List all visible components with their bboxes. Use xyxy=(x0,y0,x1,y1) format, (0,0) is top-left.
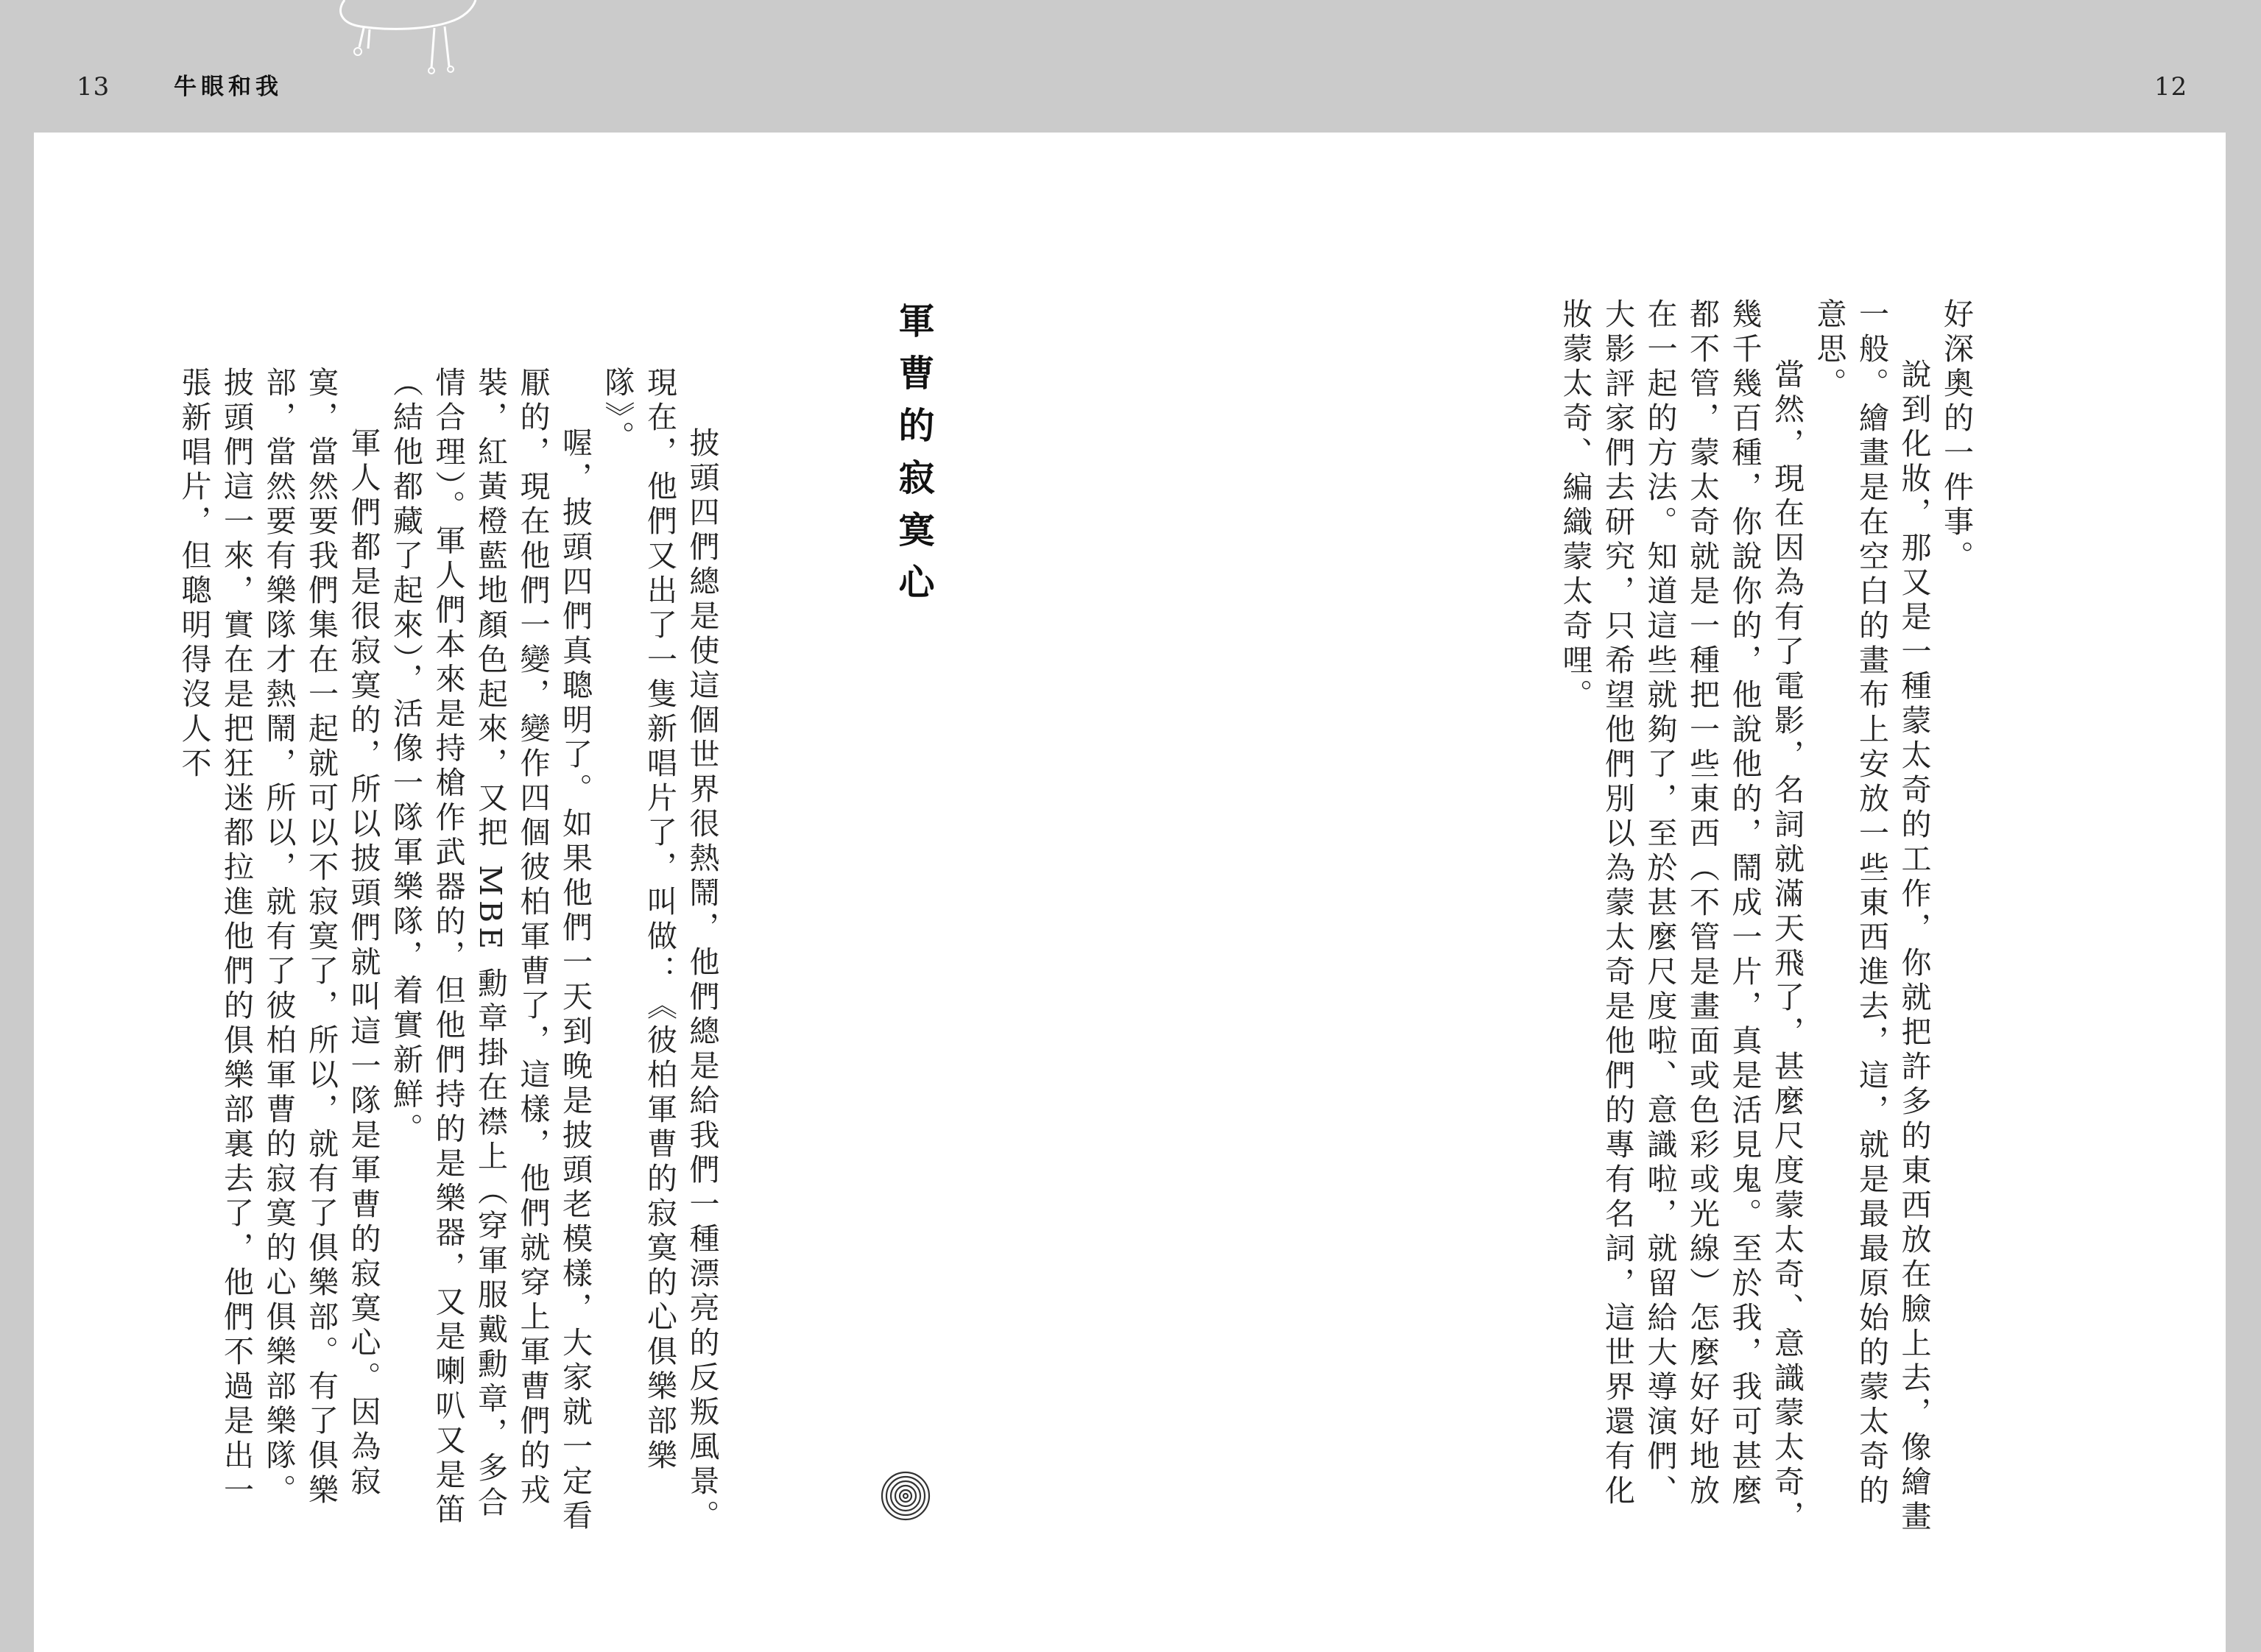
left-page-body xyxy=(172,367,723,1537)
paragraph: 好深奧的一件事。 xyxy=(1939,298,1974,575)
paragraph: 說到化妝，那又是一種蒙太奇的工作，你就把許多的東西放在臉上去，像繪畫一般。繪畫是在空白的畫布上安放一些東西進去，這，就是最最原始的蒙太奇的意思。 xyxy=(1811,298,1932,1535)
fingerprint-ornament-icon xyxy=(880,1470,931,1522)
doodle-creature-illustration xyxy=(331,0,493,81)
essay-title: 軍曹的寂寞心 xyxy=(893,302,935,615)
right-page-body xyxy=(1553,298,1977,1542)
running-title: 牛眼和我 xyxy=(174,74,283,100)
paragraph: 喔，披頭四們真聰明了。如果他們一天到晚是披頭老模樣，大家就一定看厭的，現在他們一變，變作四個彼柏軍曹了，這樣，他們就穿上軍曹們的戎裝，紅黃橙藍地顏色起來，又把 MBE 勳章掛在襟上（穿軍服戴勳章，多合情合理）。軍人們本來是持槍作武器的，但他們持的是樂器，又是喇叭又是笛（結他都藏了起來），活像一隊軍樂隊，着實新鮮。 xyxy=(388,367,593,1534)
paragraph: 軍人們都是很寂寞的，所以披頭們就叫這一隊是軍曹的寂寞心。因為寂寞，當然要我們集在一起就可以不寂寞了，所以，就有了俱樂部。有了俱樂部，當然要有樂隊才熱鬧，所以，就有了彼柏軍曹的寂寞的心俱樂部樂隊。披頭們這一來，實在是把狂迷都拉進他們的俱樂部裏去了，他們不過是出一張新唱片，但聰明得沒人不 xyxy=(176,367,381,1508)
right-page-number: 12 xyxy=(2154,72,2188,102)
paragraph: 當然，現在因為有了電影，名詞就滿天飛了，甚麼尺度蒙太奇、意識蒙太奇，幾千幾百種，你說你的，他說他的，鬧成一片，真是活見鬼。至於我，我可甚麼都不管，蒙太奇就是一種把一些東西（不管是畫面或色彩或光線）怎麼好好地放在一起的方法。知道這些就夠了，至於甚麼尺度啦、意識啦，就留給大導演們、大影評家們去研究，只希望他們別以為蒙太奇是他們的專有名詞，這世界還有化妝蒙太奇、編織蒙太奇哩。 xyxy=(1557,298,1805,1535)
left-margin-strip xyxy=(0,0,34,1652)
left-page-number: 13 xyxy=(77,72,110,102)
paragraph: 披頭四們總是使這個世界很熱鬧，他們總是給我們一種漂亮的反叛風景。現在，他們又出了一隻新唱片了，叫做：《彼柏軍曹的寂寞的心俱樂部樂隊》。 xyxy=(599,367,720,1534)
right-margin-strip xyxy=(2226,0,2261,1652)
